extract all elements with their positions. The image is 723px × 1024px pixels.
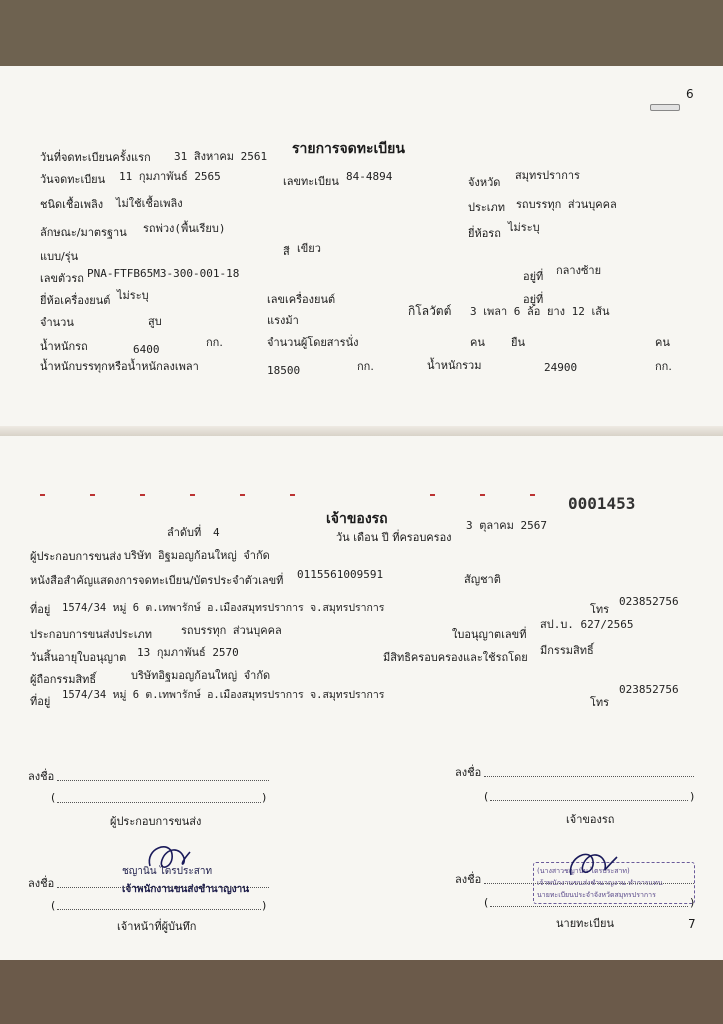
category-value: รถบรรทุก ส่วนบุคคล — [516, 198, 617, 211]
phone2-value: 023852756 — [619, 683, 679, 696]
chassis-location-value: กลางซ้าย — [556, 264, 602, 277]
first-reg-date-value: 31 สิงหาคม 2561 — [174, 150, 268, 163]
background-top — [0, 0, 723, 66]
model-label: แบบ/รุ่น — [40, 250, 79, 263]
operator-label: ผู้ประกอบการขนส่ง — [30, 550, 122, 563]
max-load-label: น้ำหนักบรรทุกหรือน้ำหนักลงเพลา — [40, 360, 199, 373]
horsepower-label: แรงม้า — [267, 314, 299, 327]
possession-date-value: 3 ตุลาคม 2567 — [466, 519, 548, 532]
license-no-label: ใบอนุญาตเลขที่ — [452, 628, 527, 641]
registrar-paren-open: ( — [484, 896, 489, 909]
operator-sign-label: ลงชื่อ — [28, 770, 55, 783]
stitch-mark — [190, 494, 195, 496]
registrar-signature — [565, 845, 625, 885]
license-exp-value: 13 กุมภาพันธ์ 2570 — [137, 646, 239, 659]
holder-value: บริษัทอิฐมอญก้อนใหญ่ จำกัด — [131, 669, 271, 682]
engine-no-label: เลขเครื่องยนต์ — [267, 293, 336, 306]
transport-type-value: รถบรรทุก ส่วนบุคคล — [181, 624, 282, 637]
owner-title: เจ้าของรถ — [326, 511, 388, 527]
operator-paren-close: ) — [262, 791, 267, 804]
kilowatt-value: 3 เพลา 6 ล้อ ยาง 12 เส้น — [470, 305, 610, 318]
standing-label: ยืน — [511, 336, 525, 349]
stitch-mark — [240, 494, 245, 496]
officer-sign-line — [57, 887, 269, 888]
operator-name-line — [57, 802, 261, 803]
owner-sign-line — [484, 776, 694, 777]
stitch-mark — [290, 494, 295, 496]
address2-label: ที่อยู่ — [30, 695, 51, 708]
staple-mark — [650, 104, 680, 111]
officer-title: เจ้าพนักงานขนส่งชำนาญงาน — [122, 884, 250, 895]
registrar-name-line — [490, 906, 688, 907]
operator-sign-line — [57, 780, 269, 781]
gross-weight-unit: กก. — [655, 360, 672, 373]
brand-value: ไม่ระบุ — [508, 221, 540, 234]
owner-paren-close: ) — [690, 790, 695, 803]
id-doc-label: หนังสือสำคัญแสดงการจดทะเบียน/บัตรประจำตัวเลขที่ — [30, 574, 284, 587]
type-label: ลักษณะ/มาตรฐาน — [40, 226, 127, 239]
seats-unit: คน — [470, 336, 485, 349]
fuel-label: ชนิดเชื้อเพลิง — [40, 198, 104, 211]
category-label: ประเภท — [468, 201, 506, 214]
operator-role: ผู้ประกอบการขนส่ง — [110, 815, 202, 828]
type-value: รถพ่วง(พื้นเรียบ) — [143, 222, 226, 235]
registrar-role: นายทะเบียน — [556, 917, 615, 930]
owner-name-line — [490, 800, 688, 801]
stitch-mark — [140, 494, 145, 496]
color-value: เขียว — [297, 242, 321, 255]
chassis-location-label: อยู่ที่ — [523, 270, 544, 283]
background-bottom — [0, 962, 723, 1024]
right-label: มีสิทธิครอบครองและใช้รถโดย — [383, 651, 528, 664]
max-load-unit: กก. — [357, 360, 374, 373]
plate-label: เลขทะเบียน — [283, 175, 339, 188]
stitch-mark — [40, 494, 45, 496]
license-exp-label: วันสิ้นอายุใบอนุญาต — [30, 651, 127, 664]
id-doc-value: 0115561009591 — [297, 568, 384, 581]
stamp-line-2: เจ้าพนักงานขนส่งชำนาญงาน ทำการแทน — [537, 879, 663, 887]
right-value: มีกรรมสิทธิ์ — [540, 644, 594, 657]
engine-brand-label: ยี่ห้อเครื่องยนต์ — [40, 294, 111, 307]
standing-unit: คน — [655, 336, 670, 349]
possession-date-label: วัน เดือน ปี ที่ครอบครอง — [336, 531, 452, 544]
owner-role: เจ้าของรถ — [566, 813, 615, 826]
stitch-mark — [430, 494, 435, 496]
plate-value: 84-4894 — [346, 170, 393, 183]
address1-value: 1574/34 หมู่ 6 ต.เทพารักษ์ อ.เมืองสมุทรปราการ จ.สมุทรปราการ — [62, 602, 385, 614]
registrar-sign-line — [484, 883, 694, 884]
officer-name-line — [57, 909, 261, 910]
reg-date-value: 11 กุมภาพันธ์ 2565 — [119, 170, 221, 183]
license-no-value: สป.บ. 627/2565 — [540, 618, 634, 631]
weight-unit: กก. — [206, 336, 223, 349]
stitch-mark — [90, 494, 95, 496]
stamp-line-1: (นางสาวชญานิน ไตรประสาท) — [537, 867, 630, 875]
address2-value: 1574/34 หมู่ 6 ต.เทพารักษ์ อ.เมืองสมุทรปราการ จ.สมุทรปราการ — [62, 689, 385, 701]
page-fold — [0, 426, 723, 436]
transport-type-label: ประกอบการขนส่งประเภท — [30, 628, 152, 641]
holder-label: ผู้ถือกรรมสิทธิ์ — [30, 673, 97, 686]
engine-location-label: อยู่ที่ — [523, 293, 544, 306]
gross-weight-label: น้ำหนักรวม — [427, 359, 482, 372]
province-value: สมุทรปราการ — [515, 169, 580, 182]
address1-label: ที่อยู่ — [30, 603, 51, 616]
officer-role: เจ้าหน้าที่ผู้บันทึก — [117, 920, 197, 933]
chassis-value: PNA-FTFB65M3-300-001-18 — [87, 267, 240, 280]
province-label: จังหวัด — [468, 176, 501, 189]
color-label: สี — [283, 245, 290, 258]
owner-sign-label: ลงชื่อ — [455, 766, 482, 779]
order-label: ลำดับที่ — [167, 526, 202, 539]
stitch-mark — [530, 494, 535, 496]
cylinders-unit: สูบ — [148, 315, 162, 328]
weight-label: น้ำหนักรถ — [40, 340, 88, 353]
kilowatt-label: กิโลวัตต์ — [408, 304, 452, 318]
chassis-label: เลขตัวรถ — [40, 272, 84, 285]
order-value: 4 — [213, 526, 220, 539]
officer-paren-open: ( — [51, 899, 56, 912]
operator-value: บริษัท อิฐมอญก้อนใหญ่ จำกัด — [124, 549, 270, 562]
serial-stamp: 0001453 — [568, 494, 636, 513]
max-load-value: 18500 — [267, 364, 301, 377]
stitch-mark — [480, 494, 485, 496]
operator-paren-open: ( — [51, 791, 56, 804]
reg-date-label: วันจดทะเบียน — [40, 173, 106, 186]
weight-value: 6400 — [133, 343, 160, 356]
registrar-sign-label: ลงชื่อ — [455, 873, 482, 886]
fuel-value: ไม่ใช้เชื้อเพลิง — [116, 197, 183, 210]
stamp-line-3: นายทะเบียนประจำจังหวัดสมุทรปราการ — [537, 891, 656, 899]
phone2-label: โทร — [590, 696, 610, 709]
seats-label: จำนวนผู้โดยสารนั่ง — [267, 336, 359, 349]
nationality-label: สัญชาติ — [464, 573, 501, 586]
officer-name: ชญานิน ไตรประสาท — [122, 866, 213, 877]
first-reg-date-label: วันที่จดทะเบียนครั้งแรก — [40, 151, 151, 164]
officer-paren-close: ) — [262, 899, 267, 912]
registration-title: รายการจดทะเบียน — [292, 141, 405, 157]
registrar-paren-close: ) — [690, 896, 695, 909]
page-number-bottom: 7 — [688, 917, 696, 931]
officer-sign-label: ลงชื่อ — [28, 877, 55, 890]
cylinders-label: จำนวน — [40, 316, 74, 329]
brand-label: ยี่ห้อรถ — [468, 227, 501, 240]
phone1-label: โทร — [590, 603, 610, 616]
engine-brand-value: ไม่ระบุ — [117, 289, 149, 302]
owner-paren-open: ( — [484, 790, 489, 803]
phone1-value: 023852756 — [619, 595, 679, 608]
gross-weight-value: 24900 — [544, 361, 578, 374]
page-number-top: 6 — [686, 87, 694, 101]
